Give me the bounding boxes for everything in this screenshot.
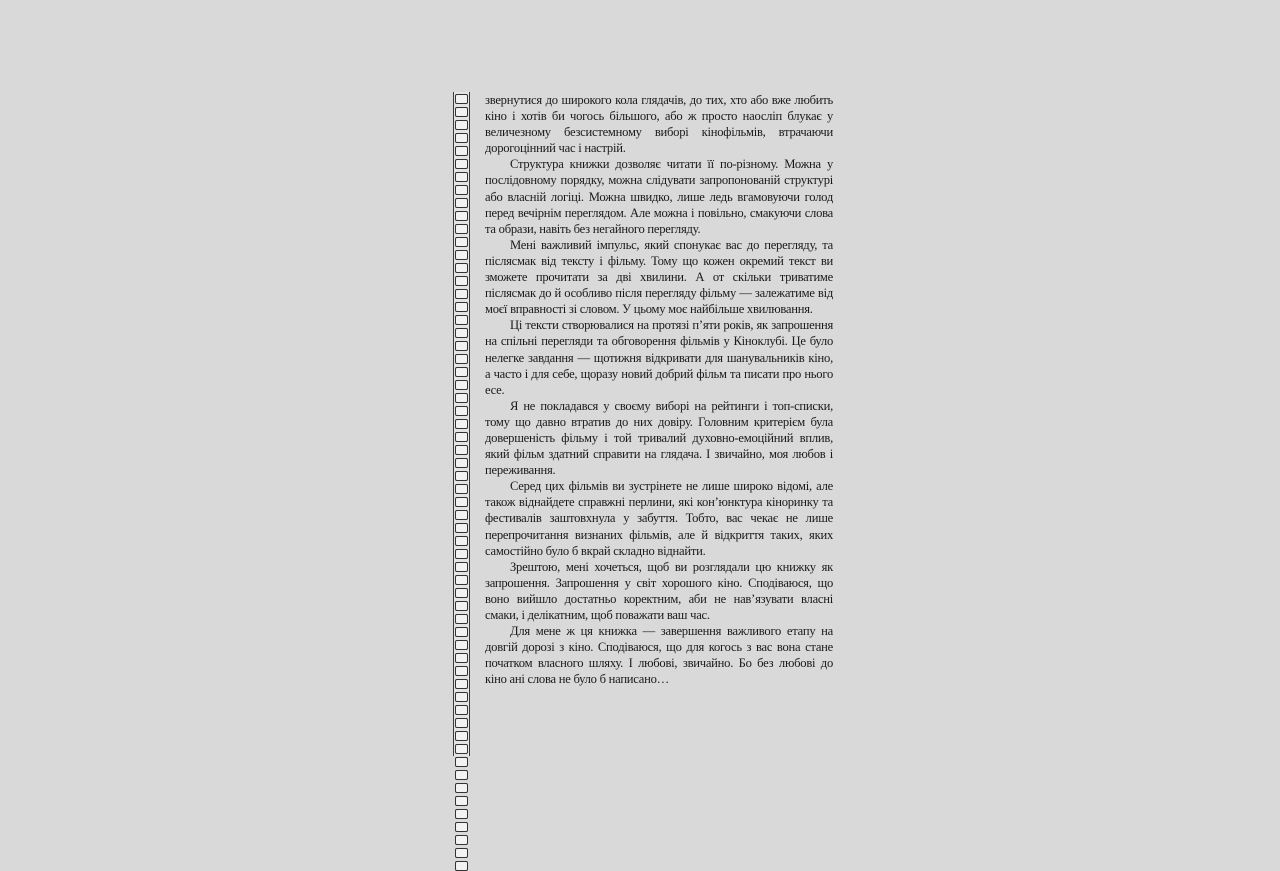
film-perforation (455, 809, 468, 819)
film-perforation (455, 666, 468, 676)
film-perforation (455, 445, 468, 455)
film-perforation (455, 575, 468, 585)
film-perforation (455, 588, 468, 598)
film-perforation (455, 120, 468, 130)
film-perforation (455, 341, 468, 351)
paragraph-5: Я не покладався у своєму виборі на рейтинги і топ-списки, тому що давно втратив до них довіру. Головним критерієм була довершеність фільму і той тривалий духовно-емоційний вплив, який фільм здатний справити на глядача. І звичайно, моя любов і переживання. (485, 398, 833, 478)
film-perforation (455, 731, 468, 741)
film-perforation (455, 549, 468, 559)
film-perforation (455, 796, 468, 806)
film-perforation (455, 328, 468, 338)
film-perforation (455, 822, 468, 832)
paragraph-3: Мені важливий імпульс, який спонукає вас до перегляду, та післясмак від тексту і фільму. Тому що кожен окремий текст ви зможете прочитати за дві хвилини. А от скільки триватиме післясмак до й особливо після перегляду фільму — залежатиме від моєї вправності зі словом. У цьому моє найбільше хвилювання. (485, 237, 833, 317)
film-perforation (455, 523, 468, 533)
film-perforation (455, 497, 468, 507)
film-perforation (455, 640, 468, 650)
film-perforation (455, 380, 468, 390)
film-perforation (455, 406, 468, 416)
film-perforation (455, 367, 468, 377)
film-perforation (455, 146, 468, 156)
body-text (485, 92, 833, 687)
film-perforation (455, 718, 468, 728)
film-perforation (455, 458, 468, 468)
film-perforation (455, 783, 468, 793)
film-perforation (455, 315, 468, 325)
film-perforation (455, 133, 468, 143)
film-perforation (455, 107, 468, 117)
paragraph-4: Ці тексти створювалися на протязі п’яти років, як запрошення на спільні перегляди та обговорення фільмів у Кіноклубі. Це було нелегке завдання — щотижня відкривати для шанувальників кіно, а часто і для себе, щоразу новий добрий фільм та писати про нього есе. (485, 318, 833, 397)
film-perforation (455, 432, 468, 442)
film-strip-icon (453, 92, 470, 756)
film-perforation (455, 419, 468, 429)
film-perforation (455, 705, 468, 715)
film-perforation (455, 692, 468, 702)
film-perforation (455, 679, 468, 689)
film-perforation (455, 354, 468, 364)
film-perforation (455, 861, 468, 871)
film-perforation (455, 510, 468, 520)
paragraph-2: Структура книжки дозволяє читати її по-різному. Можна у послідовному порядку, можна слідувати запропонованій структурі або власній логіці. Можна швидко, лише ледь вгамовуючи голод перед вечірнім переглядом. Але можна і повільно, смакуючи слова та образи, навіть без негайного перегляду. (485, 157, 833, 236)
film-perforation (455, 393, 468, 403)
film-perforation (455, 536, 468, 546)
film-perforation (455, 653, 468, 663)
paragraph-1: звернутися до широкого кола глядачів, до тих, хто або вже любить кіно і хотів би чогось більшого, або ж просто наосліп блукає у величезному безсистемному виборі кінофільмів, втрачаючи дорогоцінний час і настрій. (485, 93, 833, 156)
film-perforation (455, 211, 468, 221)
film-perforation (455, 744, 468, 754)
film-perforation (455, 250, 468, 260)
film-perforation (455, 276, 468, 286)
film-perforation (455, 159, 468, 169)
film-perforation (455, 237, 468, 247)
paragraph-6: Серед цих фільмів ви зустрінете не лише широко відомі, але також віднайдете справжні перлини, які кон’юнктура кіноринку та фестивалів заштовхнула у забуття. Тобто, вас чекає не лише перепрочитання визнаних фільмів, але й відкриття таких, яких самостійно було б вкрай складно віднайти. (485, 479, 833, 558)
film-perforation (455, 94, 468, 104)
paragraph-8: Для мене ж ця книжка — завершення важливого етапу на довгій дорозі з кіно. Сподіваюся, що для когось з вас вона стане початком власного шляху. І любові, звичайно. Бо без любові до кіно ані слова не було б написано… (485, 624, 833, 687)
film-perforation (455, 224, 468, 234)
film-perforation (455, 172, 468, 182)
film-perforation (455, 471, 468, 481)
film-perforation (455, 198, 468, 208)
film-perforation (455, 614, 468, 624)
film-perforation (455, 627, 468, 637)
paragraph-7: Зрештою, мені хочеться, щоб ви розглядали цю книжку як запрошення. Запрошення у світ хорошого кіно. Сподіваюся, що воно вийшло достатньо коректним, аби не нав’язувати власні смаки, і делікатним, щоб поважати ваш час. (485, 559, 833, 622)
film-perforation (455, 302, 468, 312)
film-perforation (455, 484, 468, 494)
film-perforation (455, 263, 468, 273)
film-perforation (455, 562, 468, 572)
film-perforation (455, 601, 468, 611)
film-perforation (455, 289, 468, 299)
film-perforation (455, 757, 468, 767)
film-perforation (455, 835, 468, 845)
film-perforation (455, 770, 468, 780)
film-perforation (455, 185, 468, 195)
